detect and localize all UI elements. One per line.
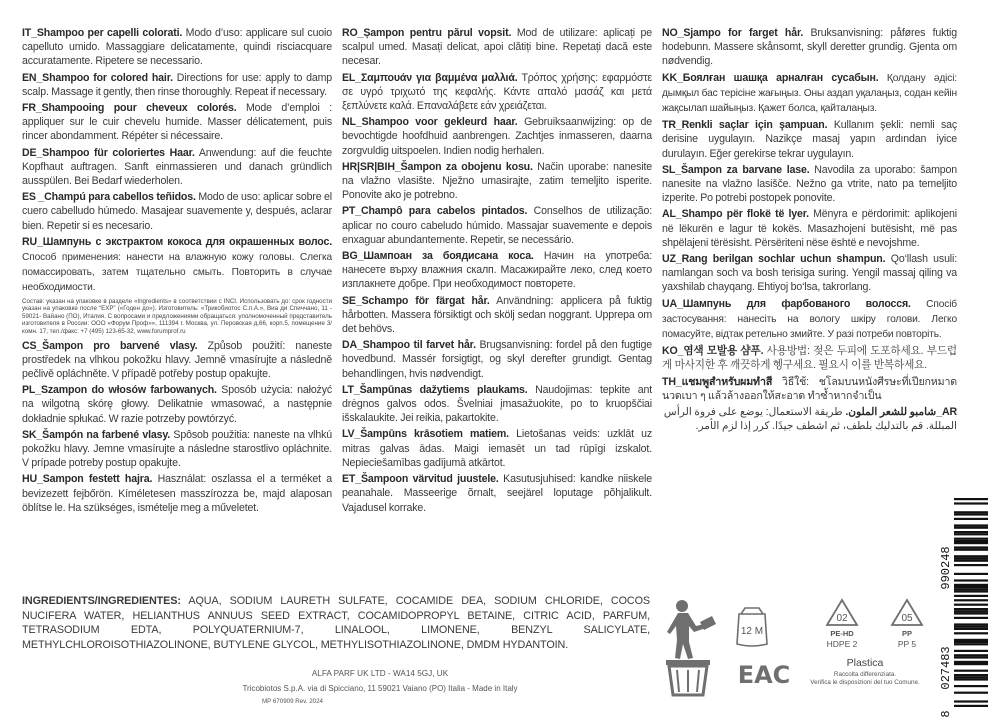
- barcode-bar: [954, 650, 988, 652]
- entry-text: 사용방법: 젖은 두피에 도포하세요. 부드럽게 마사지한 후 깨끗하게 헹구세요. 필요시 이를 반복하세요.: [662, 345, 957, 372]
- entry-heading: KK_Боялған шашқа арналған сусабын.: [662, 71, 879, 84]
- barcode-bar: [954, 610, 988, 612]
- ingredients-label: INGREDIENTS/INGREDIENTES:: [22, 595, 181, 607]
- entry-heading: TR_Renkli saçlar için şampuan.: [662, 119, 828, 132]
- entry-text: Directions for use: apply to damp scalp. Massage it gently, then rinse thoroughly. Repeat if necessary.: [22, 71, 333, 98]
- barcode-bar: [954, 546, 988, 548]
- entry-heading: SK_Šampón na farbené vlasy.: [22, 428, 171, 441]
- instruction-entry: [342, 383, 652, 426]
- entry-text: Способ применения: нанести на влажную кожу головы. Слегка помассировать, затем тщательно смыть. Повторить в случае необходимости.: [22, 252, 332, 294]
- entry-text: Spôsob použitia: naneste na vlhkú pokožku hlavy. Jemne vmasírujte a následne starostlivo opláchnite. V prípade potreby postup opakujte.: [22, 428, 333, 470]
- instruction-entry: [342, 160, 652, 203]
- entry-heading: RO_Șampon pentru părul vopsit.: [342, 27, 512, 39]
- instruction-entry: [342, 472, 652, 515]
- manufacturer-footer: [200, 668, 560, 706]
- instruction-entry: [342, 249, 652, 292]
- entry-text: Brugsanvisning: fordel på den fugtige hovedbund. Massér forsigtigt, og skyl derefter grundigt. Gentag behandlingen, hvis nødvendigt.: [342, 339, 652, 380]
- barcode-bar: [954, 595, 988, 597]
- entry-heading: EL_Σαμπουάν για βαμμένα μαλλιά.: [342, 71, 518, 84]
- entry-heading: KO_염색 모발용 샴푸.: [662, 345, 764, 358]
- barcode-bar: [954, 643, 988, 645]
- entry-text: Τρόπος χρήσης: εφαρμόστε σε υγρό τριχωτό της κεφαλής. Κάντε απαλό μασάζ και μετά ξεπλύνετε καλά. Επαναλάβετε εάν χρειάζεται.: [342, 71, 652, 113]
- barcode-bar: [954, 531, 988, 533]
- barcode-bar: [954, 654, 988, 656]
- tidyman-recycle-bin-icon: [662, 596, 722, 696]
- barcode-bar: [954, 502, 988, 504]
- manufacturer-address: Tricobiotos S.p.A. via di Spicciano, 11 59021 Vaiano (PO) Italia - Made in Italy: [242, 684, 518, 693]
- instruction-entry: [342, 338, 652, 381]
- barcode-bar: [954, 564, 988, 566]
- entry-heading: AR_شامبو للشعر الملون.: [845, 406, 957, 419]
- instructions-area: [22, 26, 980, 586]
- entry-heading: IT_Shampoo per capelli colorati.: [22, 27, 183, 39]
- barcode-bar: [954, 513, 988, 515]
- barcode-bar: [954, 533, 988, 535]
- instruction-entry: [22, 101, 332, 144]
- entry-heading: HR|SR|BIH_Šampon za obojenu kosu.: [342, 160, 533, 173]
- entry-heading: LT_Šampūnas dažytiems plaukams.: [342, 383, 528, 396]
- instruction-entry: [342, 204, 652, 247]
- instruction-entry: [662, 71, 957, 117]
- entry-text: Спосіб застосування: нанесіть на вологу шкіру голови. Легко помасуйте, відтак ретельно змийте. У разі потреби повторіть.: [662, 298, 957, 341]
- entry-text: Naudojimas: tepkite ant drėgnos galvos odos. Švelniai įmasažuokite, po to kruopščiai išskalaukite. Jei reikia, pakartokite.: [342, 383, 652, 425]
- entry-heading: PT_Champô para cabelos pintados.: [342, 205, 528, 218]
- barcode-bars: [930, 490, 990, 720]
- pp-label: PP 5: [897, 639, 917, 649]
- entry-heading: FR_Shampooing pour cheveux colorés.: [22, 102, 237, 115]
- instruction-entry: [342, 26, 652, 69]
- eac-label: EAC: [737, 661, 791, 689]
- barcode-bar: [954, 542, 988, 544]
- entry-text: Qo‘llash usuli: namlangan soch va bosh terisiga suring. Yengil massaj qiling va yaxshilab chayqang. Ehtiyoj bo‘lsa, takrorlang.: [662, 253, 958, 294]
- instruction-entry: [22, 383, 332, 426]
- instruction-entry: [342, 427, 652, 470]
- instruction-entry: [342, 294, 652, 337]
- barcode-bar: [954, 538, 988, 540]
- barcode-bar: [954, 590, 988, 592]
- barcode-bar: [954, 623, 988, 625]
- barcode-bar: [954, 670, 988, 672]
- instruction-entry: [662, 405, 957, 433]
- instruction-entry: [662, 297, 957, 343]
- barcode-bar: [954, 560, 988, 562]
- instruction-entry: [22, 146, 332, 189]
- entry-text: Gebruiksaanwijzing: op de bevochtigde hoofdhuid aanbrengen. Zachtjes inmasseren, daarna zorgvuldig uitspoelen. Indien nodig herhalen.: [342, 116, 652, 157]
- pp-code: PP: [901, 629, 912, 638]
- column-2: [342, 26, 652, 517]
- instruction-entry: [22, 235, 332, 296]
- barcode-bar: [954, 676, 988, 678]
- barcode-bar: [954, 700, 988, 702]
- barcode-bar: [954, 628, 988, 630]
- entry-heading: RU_Шампунь с экстрактом кокоса для окрашенных волос.: [22, 235, 332, 248]
- entry-heading: ES _Champú para cabellos teñidos.: [22, 191, 196, 204]
- barcode-bar: [954, 678, 988, 680]
- entry-heading: DE_Shampoo für coloriertes Haar.: [22, 146, 195, 159]
- barcode-bar: [954, 674, 988, 676]
- barcode-bar: [954, 632, 988, 634]
- instruction-entry: [662, 26, 957, 69]
- barcode-bar: [954, 584, 988, 586]
- barcode-bar: [954, 555, 988, 557]
- barcode-bar: [954, 557, 988, 559]
- instruction-entry: [662, 252, 957, 295]
- entry-text: วิธีใช้: ชโลมบนหนังศีรษะที่เปียกหมาด นวดเบา ๆ แล้วล้างออกให้สะอาด ทำซ้ำหากจำเป็น: [662, 375, 957, 402]
- entry-text: طريقة الاستعمال: يوضع على فروة الرأس المبللة. قم بالتدليك بلطف، ثم اشطف جيدًا. كرر إذا لزم الأمر.: [663, 406, 957, 433]
- entry-heading: EN_Shampoo for colored hair.: [22, 71, 173, 84]
- entry-text: Anwendung: auf die feuchte Kopfhaut auftragen. Sanft einmassieren und danach gründlich ausspülen. Bei Bedarf wiederholen.: [22, 146, 332, 188]
- barcode-bar: [954, 685, 988, 687]
- barcode-bar: [954, 524, 988, 526]
- instruction-entry: [22, 428, 332, 471]
- instruction-entry: [22, 26, 332, 69]
- entry-heading: ET_Šampoon värvitud juustele.: [342, 473, 499, 486]
- revision-code: MP 670909 Rev. 2024: [262, 698, 324, 705]
- barcode-bar: [954, 588, 988, 590]
- raccolta-line-1: Raccolta differenziata.: [833, 671, 897, 678]
- barcode-bar: [954, 656, 988, 658]
- entry-text: Használat: oszlassa el a terméket a bevizezett fejbőrön. Kíméletesen masszírozza be, majd alaposan öblítse le. Ha szükséges, ismételje meg a műveletet.: [22, 473, 332, 514]
- barcode-bar: [954, 692, 988, 694]
- entry-text: Conselhos de utilização: aplicar no couro cabeludo húmido. Massajar suavemente e depois enxaguar abundantemente. Repetir, se necessário.: [342, 205, 652, 246]
- barcode-bar: [954, 586, 988, 588]
- entry-text: Начин на употреба: нанесете върху влажния скалп. Масажирайте леко, след което изплакнете добре. При необходимост повторете.: [342, 250, 652, 291]
- hdpe-label: HDPE 2: [826, 639, 858, 649]
- instruction-entry: [662, 344, 957, 372]
- pp-recycle-triangle-icon: [890, 598, 924, 628]
- barcode-bar: [954, 639, 988, 641]
- barcode-bar: [954, 527, 988, 529]
- entry-text: Mode d’emploi : appliquer sur le cuir chevelu humide. Masser délicatement, puis rincer abondamment. Répéter si nécessaire.: [22, 102, 332, 143]
- entry-heading: PL_Szampon do włosów farbowanych.: [22, 384, 217, 397]
- entry-text: Modo d’uso: applicare sul cuoio capelluto umido. Massaggiare delicatamente, quindi risciacquare accuratamente. Ripetere se necessario.: [22, 27, 332, 68]
- entry-heading: UZ_Rang berilgan sochlar uchun shampun.: [662, 253, 886, 266]
- entry-text: Användning: applicera på fuktig hårbotten. Massera försiktigt och skölj sedan noggrant. Upprepa om det behövs.: [342, 294, 653, 336]
- instruction-entry: [342, 115, 652, 158]
- entry-text: Navodila za uporabo: šampon nanesite na vlažno lasišče. Nežno ga vtrite, nato pa temeljito izperite. Po potrebi postopek ponovite.: [662, 163, 957, 205]
- eac-mark-icon: [737, 658, 791, 689]
- instruction-entry: [662, 163, 957, 206]
- entry-text: Způsob použití: naneste prostředek na vlhkou pokožku hlavy. Jemně vmasírujte a následně pečlivě opláchněte. V případě potřeby postup opakujte.: [22, 339, 332, 381]
- hdpe-number: 02: [836, 613, 848, 624]
- column-3: [662, 26, 957, 435]
- ingredients-block: [22, 594, 650, 652]
- entry-text: Қолдану әдісі: дымқыл бас терісіне жағыңыз. Оны аздап уқалаңыз, содан кейін жақсылап шайыңыз. Қажет болса, қайталаңыз.: [662, 72, 957, 115]
- entry-heading: UA_Шампунь для фарбованого волосся.: [662, 297, 911, 310]
- barcode-bar: [954, 641, 988, 643]
- entry-text: Bruksanvisning: påføres fuktig hodebunn. Massere skånsomt, skyll deretter grundig. Gjenta om nødvendig.: [662, 27, 957, 68]
- instruction-entry: [342, 71, 652, 114]
- pao-jar-icon: [733, 606, 771, 648]
- barcode-bar: [954, 518, 988, 520]
- barcode-bar: [954, 540, 988, 542]
- barcode-bar: [954, 617, 988, 619]
- plastica-label: Plastica: [846, 657, 884, 669]
- instruction-entry: [22, 472, 332, 515]
- barcode-digits-group-1: 027483: [939, 646, 953, 690]
- barcode-bar: [954, 608, 988, 610]
- entry-heading: HU_Sampon festett hajra.: [22, 473, 153, 486]
- entry-text: Modo de uso: aplicar sobre el cuero cabelludo húmedo. Masajear suavemente y, después, aclarar bien. Repetir si es necesario.: [22, 191, 332, 232]
- entry-heading: DA_Shampoo til farvet hår.: [342, 339, 476, 352]
- barcode-bar: [954, 498, 988, 500]
- instruction-entry: [662, 118, 957, 161]
- russian-legal-note: Состав: указан на упаковке в разделе «Ingredients» в соответствии с INCI. Использовать до: срок годности указан на упаковке после “EXP” («Годен до»). Изготовитель: «Трикобиотос С.п.А.», Виа ди Спиччано, 11 - 59021- Вайано (ПО), Италия. С вопросами и предложениями обращаться: уполномоченный представитель изготовителя в России: ООО «Форум Проф»», 111394 г. Москва, ул. Перовская д.66, корп.5, помещение 3/ комн. 17, тел./факс: +7 (495) 123-65-32, www.forumprof.ru: [22, 297, 332, 336]
- hdpe-recycle-triangle-icon: [825, 598, 859, 628]
- column-1: [22, 26, 332, 517]
- instruction-entry: [22, 71, 332, 99]
- barcode-bar: [954, 604, 988, 606]
- entry-heading: TH_แชมพูสำหรับผมทำสี: [662, 375, 773, 388]
- barcode: [930, 490, 990, 720]
- barcode-bar: [954, 663, 988, 665]
- barcode-bar: [954, 511, 988, 513]
- hdpe-code: PE-HD: [830, 629, 854, 638]
- barcode-bar: [954, 612, 988, 614]
- entry-text: Sposób użycia: nałożyć na wilgotną skórę głowy. Delikatnie wmasować, a następnie dokładnie spłukać. W razie potrzeby powtórzyć.: [22, 384, 332, 425]
- entry-text: Mod de utilizare: aplicați pe scalpul umed. Masați delicat, apoi clătiți bine. Repetați dacă este necesar.: [342, 27, 653, 68]
- instruction-entry: [22, 339, 332, 382]
- entry-heading: SE_Schampo för färgat hår.: [342, 294, 490, 307]
- barcode-digits-group-2: 990248: [939, 546, 953, 590]
- entry-text: Mënyra e përdorimit: aplikojeni në lëkurën e lagur të kokës. Masazhojeni butësisht, më pas shpëlajeni tërësisht. Përsëriteni nëse është e nevojshme.: [662, 208, 957, 249]
- entry-text: Kasutusjuhised: kandke niiskele peanahale. Masseerige õrnalt, seejärel loputage põhjalikult. Vajadusel korrake.: [342, 473, 652, 514]
- raccolta-line-2: Verifica le disposizioni del tuo Comune.: [810, 679, 920, 686]
- entry-heading: LV_Šampūns krāsotiem matiem.: [342, 428, 509, 441]
- barcode-bar: [954, 573, 988, 575]
- pao-label: 12 M: [740, 626, 764, 637]
- entry-text: Način uporabe: nanesite na vlažno vlasište. Nježno umasirajte, zatim temeljito isperite. Ponovite ako je potrebno.: [342, 160, 652, 202]
- entry-heading: BG_Шампоан за боядисана коса.: [342, 250, 534, 263]
- barcode-bar: [954, 549, 988, 551]
- entry-heading: CS_Šampon pro barvené vlasy.: [22, 339, 198, 352]
- entry-heading: SL_Šampon za barvane lase.: [662, 163, 810, 176]
- uk-importer-address: ALFA PARF UK LTD - WA14 5GJ, UK: [311, 669, 449, 678]
- entry-heading: NL_Shampoo voor gekleurd haar.: [342, 116, 518, 129]
- pp-number: 05: [901, 613, 913, 624]
- instruction-entry: [662, 207, 957, 250]
- barcode-bar: [954, 661, 988, 663]
- barcode-bar: [954, 599, 988, 601]
- entry-text: Kullanım şekli: nemli saç derisine uygulayın. Nazikçe masaj yapın ardından iyice durulayın. Eğer gerekirse tekrar uygulayın.: [662, 119, 958, 160]
- instruction-entry: [662, 375, 957, 403]
- barcode-bar: [954, 626, 988, 628]
- instruction-entry: [22, 190, 332, 233]
- barcode-bar: [954, 705, 988, 707]
- ingredients-list: AQUA, SODIUM LAURETH SULFATE, COCAMIDE DEA, SODIUM CHLORIDE, COCOS NUCIFERA WATER, HELIANTHUS ANNUUS SEED EXTRACT, COCAMIDOPROPYL BETAINE, CITRIC ACID, PARFUM, TETRASODIUM EDTA, POLYQUATERNIUM-7, LINALOOL, LIMONENE, BENZYL SALICYLATE, METHYLCHLOROISOTHIAZOLINONE, BUTYLENE GLYCOL, METHYLISOTHIAZOLINONE, DMDM HYDANTOIN.: [22, 595, 650, 651]
- entry-text: Lietošanas veids: uzklāt uz mitras galvas ādas. Maigi iemasēt un tad rūpīgi izskalot. Nepieciešamības gadījumā atkārtot.: [342, 428, 653, 469]
- entry-heading: NO_Sjampo for farget hår.: [662, 27, 804, 39]
- entry-heading: AL_Shampo për flokë të lyer.: [662, 208, 809, 221]
- barcode-bar: [954, 579, 988, 581]
- barcode-digit-first: 8: [939, 710, 953, 718]
